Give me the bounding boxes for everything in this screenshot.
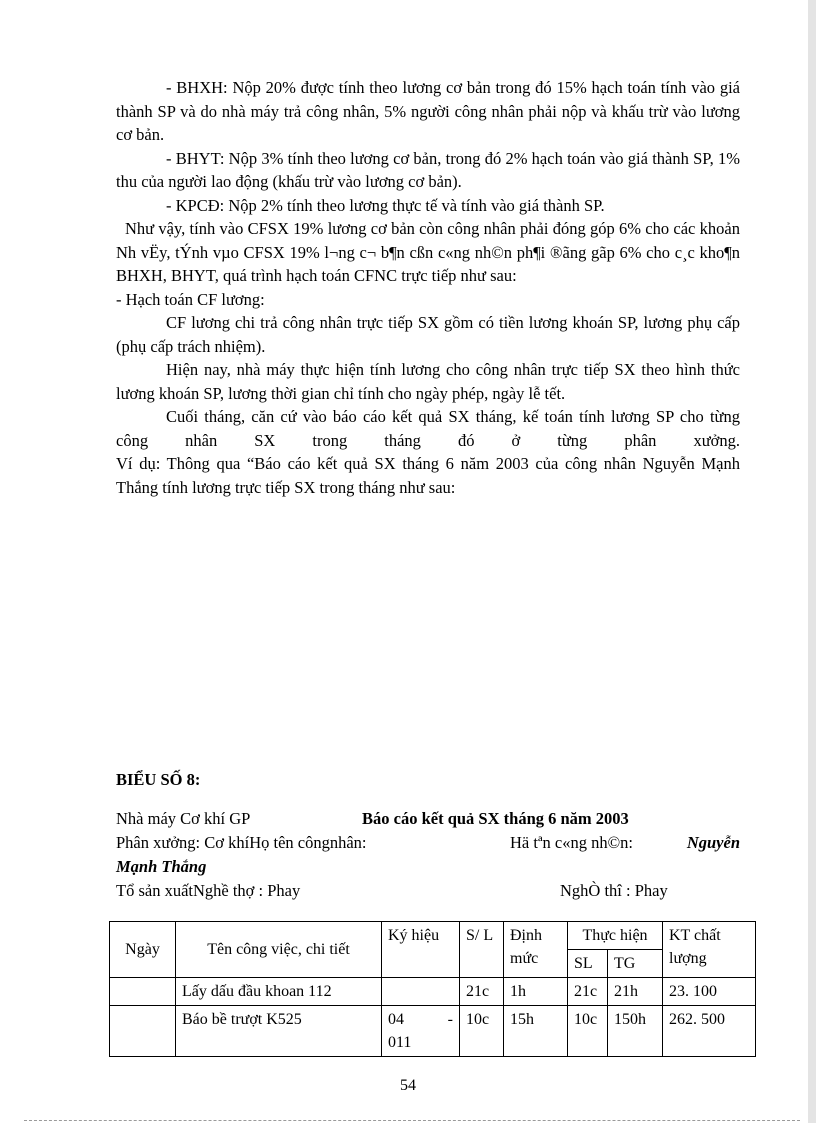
cell-qty: 21c [460,978,504,1006]
cell-qty: 10c [460,1006,504,1057]
workshop: Phân xưởng: Cơ khíHọ tên côngnhân: [116,833,367,852]
name-label: Hä tªn c«ng nh©n: [510,833,633,852]
trade: NghÒ thî : Phay [560,881,668,900]
header-date: Ngày [110,922,176,978]
table-row [110,978,756,1006]
report-table [109,921,756,1057]
report-title: Báo cáo kết quả SX tháng 6 năm 2003 [362,809,629,828]
cell-job: Lấy dấu đầu khoan 112 [176,978,382,1006]
table-row [110,1006,756,1057]
header-symbol: Ký hiệu [382,922,460,978]
cell-symbol-b: - [447,1011,453,1028]
header-job: Tên công việc, chi tiết [176,922,382,978]
production-team: Tổ sản xuấtNghề thợ : Phay [116,881,301,900]
header-line-4 [116,881,740,905]
page-edge-bar [808,0,816,1123]
header-kt: KT chất lượng [663,922,756,978]
paragraph-month-end: Cuối tháng, căn cứ vào báo cáo kết quả SX tháng, kế toán tính lương SP cho từng công nhân SX trong tháng đó ở từng phân xưởng. [116,407,740,450]
cell-symbol-a: 04 [388,1011,404,1028]
cell-kt: 23. 100 [663,978,756,1006]
cell-kt: 262. 500 [663,1006,756,1057]
header-line-1 [116,809,740,833]
paragraph-summary: Như vậy, tính vào CFSX 19% lương cơ bản còn công nhân phải đóng góp 6% cho các khoản Nh vËy, tÝnh vµo CFSX 19% l¬ng c¬ b¶n cßn c«ng nh©n ph¶i ®ãng gãp 6% cho c¸c kho¶n BHXH, BHYT, quá trình hạch toán CFNC trực tiếp như sau: [116,219,740,285]
header-done-sl: SL [568,950,608,978]
header-line-2 [116,833,740,857]
paragraph-bhxh: - BHXH: Nộp 20% được tính theo lương cơ bản trong đó 15% hạch toán tính vào giá thành SP và do nhà máy trả công nhân, 5% người công nhân phải nộp và khấu trừ vào lương cơ bản. [116,78,740,144]
body-text [116,76,740,499]
page-bottom-rule [24,1120,800,1121]
paragraph-bhyt: - BHYT: Nộp 3% tính theo lương cơ bản, trong đó 2% hạch toán vào giá thành SP, 1% thu của người lao động (khấu trừ vào lương cơ bản). [116,148,740,191]
cell-sl: 21c [568,978,608,1006]
worker-name-first: Nguyễn [686,833,740,852]
worker-name-second: Mạnh Thắng [116,857,207,876]
cell-symbol-line [388,1008,453,1031]
cell-norm: 1h [504,978,568,1006]
paragraph-example: Ví dụ: Thông qua “Báo cáo kết quả SX tháng 6 năm 2003 của công nhân Nguyễn Mạnh Thắng tính lương trực tiếp SX trong tháng như sau: [116,454,740,497]
header-done-tg: TG [608,950,663,978]
cell-sl: 10c [568,1006,608,1057]
table-header-row-1 [110,922,756,950]
header-line-3 [116,857,740,881]
form-title: BIỂU SỐ 8: [116,770,201,789]
cell-symbol [382,978,460,1006]
header-qty: S/ L [460,922,504,978]
cell-date [110,1006,176,1057]
cell-symbol [382,1006,460,1057]
cell-tg: 150h [608,1006,663,1057]
factory-name: Nhà máy Cơ khí GP [116,809,251,828]
header-norm: Định mức [504,922,568,978]
cell-symbol-c: 011 [388,1034,412,1051]
paragraph-current: Hiện nay, nhà máy thực hiện tính lương cho công nhân trực tiếp SX theo hình thức lương khoán SP, lương thời gian chỉ tính cho ngày phép, ngày lễ tết. [116,360,740,403]
cell-job: Báo bề trượt K525 [176,1006,382,1057]
page-number: 54 [400,1077,416,1094]
cell-date [110,978,176,1006]
header-done: Thực hiện [568,922,663,950]
cell-tg: 21h [608,978,663,1006]
cell-norm: 15h [504,1006,568,1057]
paragraph-kpcd: - KPCĐ: Nộp 2% tính theo lương thực tế và tính vào giá thành SP. [166,195,605,215]
paragraph-cf-wage: CF lương chi trả công nhân trực tiếp SX gồm có tiền lương khoán SP, lương phụ cấp (phụ cấp trách nhiệm). [116,313,740,356]
paragraph-cf-heading: - Hạch toán CF lương: [116,289,265,309]
